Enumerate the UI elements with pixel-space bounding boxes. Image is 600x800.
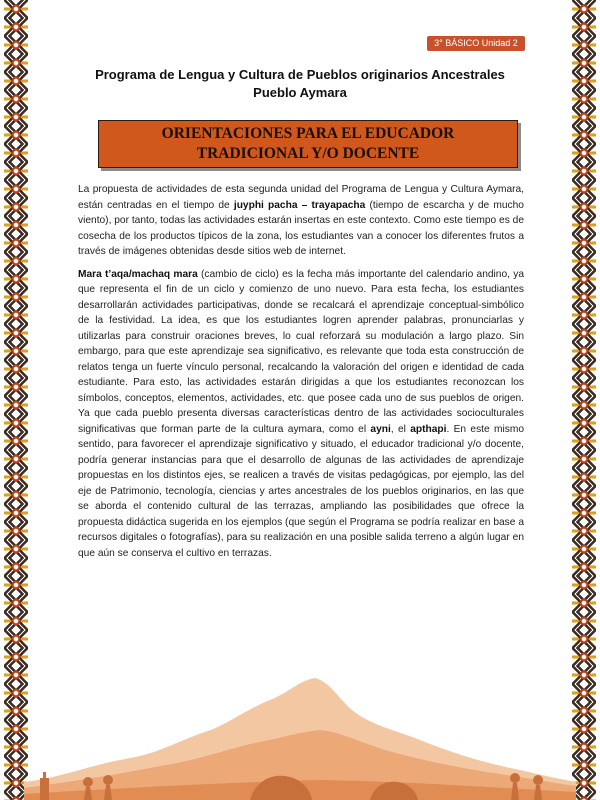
text-run: (tiempo de escarcha y de mucho viento), por tanto, todas las actividades estarán insertas en este contexto. Como este tiempo es de cosecha de los productos típicos de la zona, los estudiantes van a conocer los diferentes frutos a través de imágenes obtenidas desde sitios web de internet. — [78, 199, 524, 257]
unit-badge: 3° BÁSICO Unidad 2 — [427, 36, 525, 51]
section-title-box — [98, 120, 518, 168]
header-people-title: Pueblo Aymara — [253, 85, 347, 100]
header-program-title: Programa de Lengua y Cultura de Pueblos originarios Ancestrales — [95, 67, 505, 82]
bold-term: apthapi — [410, 423, 447, 435]
section-title: ORIENTACIONES PARA EL EDUCADOR TRADICIONAL Y/O DOCENTE — [161, 125, 455, 162]
text-run: La propuesta de actividades de esta segunda unidad del Programa de Lengua y Cultura Aymara, están centradas en el tiempo de — [78, 184, 524, 211]
bold-term: Mara t’aqa/machaq mara — [78, 268, 198, 280]
bold-term: juyphi pacha – trayapacha — [233, 199, 366, 211]
paragraph-2 — [78, 267, 524, 562]
andean-landscape-illustration — [0, 670, 600, 800]
bold-term: ayni — [370, 423, 391, 435]
text-run: (cambio de ciclo) es la fecha más importante del calendario andino, ya que representa el fin de un ciclo y comienzo de uno nuevo. Para esta fecha, los estudiantes desarrollarán actividades participativas, donde se recalcará el aprendizaje conceptual-simbólico de la festividad. La idea, es que los estudiantes logren aprender palabras, pronunciarlas y utilizarlas para construir oraciones breves, lo cual reforzará su modulación a largo plazo. Sin embargo, para que este aprendizaje sea significativo, es relevante que toda esta construcción de relatos tenga un fuerte vínculo personal, recalcando la valoración del origen e identidad de cada estudiante. Para esto, las actividades estarán dirigidas a que los estudiantes reconozcan los símbolos, conceptos, elementos, actividades, etc. que posee cada uno de sus pueblos de origen. Ya que cada pueblo presenta diversas características dentro de las actividades socioculturales significativas que forman parte de la cultura aymara, como el — [78, 268, 524, 435]
text-run: . En este mismo sentido, para favorecer el aprendizaje significativo y situado, el educador tradicional y/o docente, podría generar instancias para que el desarrollo de algunas de las actividades de aprendizaje propuestas en los distintos ejes, se realicen a través de visitas pedagógicas, por ejemplo, las del eje de Patrimonio, tecnología, ciencias y artes ancestrales de los pueblos originarios, en las que se aborda el contenido cultural de las terrazas, ampliando las posibilidades que ofrece la propuesta didáctica sugerida en los ejemplos (que según el Programa se podría realizar en base a recursos digitales o fotografías), para su realización en una posible salida terreno a algún lugar en que aún se conserva el cultivo en terrazas. — [78, 423, 524, 559]
text-run: , el — [390, 423, 411, 435]
page-header — [0, 66, 600, 102]
paragraph-1 — [78, 182, 524, 260]
body-text — [78, 182, 524, 568]
